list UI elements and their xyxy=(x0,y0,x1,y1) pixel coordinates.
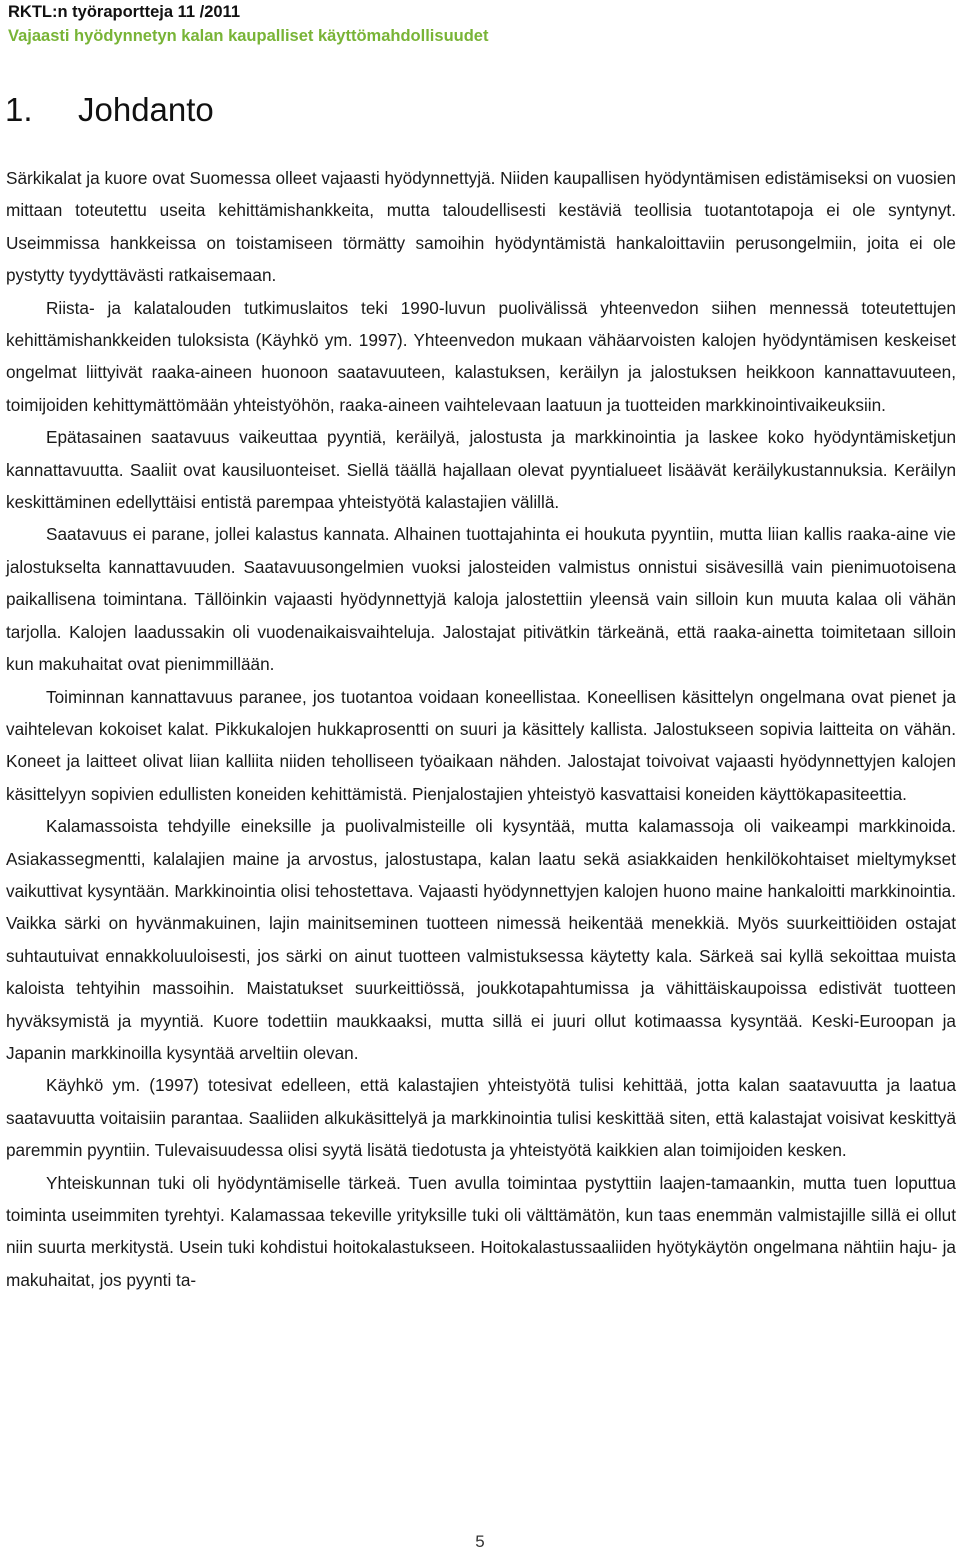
page-number: 5 xyxy=(475,1532,485,1551)
paragraph: Kalamassoista tehdyille eineksille ja puolivalmisteille oli kysyntää, mutta kalamassoja oli vaikeampi markkinoida. Asiakassegmentti, kalalajien maine ja arvostus, jalostustapa, kalan laatu sekä asiakkaiden henkilökohtaiset mieltymykset vaikuttivat kysyntään. Markkinointia olisi tehostettava. Vajaasti hyödynnettyjen kalojen huono maine hankaloitti markkinointia. Vaikka särki on hyvänmakuinen, lajin mainitseminen tuotteen nimessä heikentää menekkiä. Myös suurkeittiöiden ostajat suhtautuivat ennakkoluuloisesti, jos särki on ainut tuotteen valmistuksessa käytetty kala. Särkeä sai kyllä sekoittaa muista kaloista tehtyihin massoihin. Maistatukset suurkeittiössä, joukkotapahtumissa ja vähittäiskaupoissa edistivät tuotteen hyväksymistä ja myyntiä. Kuore todettiin maukkaaksi, mutta sillä ei juuri ollut kotimaassa kysyntää. Keski-Euroopan ja Japanin markkinoilla kysyntää arveltiin olevan. xyxy=(6,816,956,1063)
paragraph: Riista- ja kalatalouden tutkimuslaitos teki 1990-luvun puolivälissä yhteenvedon siihen mennessä toteutettujen kehittämishankkeiden tuloksista (Käyhkö ym. 1997). Yhteenvedon mukaan vähäarvoisten kalojen hyödyntämisen keskeiset ongelmat liittyivät raaka-aineen huonoon saatavuuteen, kalastuksen, keräilyn ja jalostuksen heikkoon kannattavuuteen, toimijoiden kehittymättömään yhteistyöhön, raaka-aineen vaihtelevaan laatuun ja tuotteiden markkinointivaikeuksiin. xyxy=(6,297,956,415)
section-heading xyxy=(5,88,214,132)
report-series: RKTL:n työraportteja 11 /2011 xyxy=(8,3,240,21)
paragraph: Toiminnan kannattavuus paranee, jos tuotantoa voidaan koneellistaa. Koneellisen käsittelyn ongelmana ovat pienet ja vaihtelevan kokoiset kalat. Pikkukalojen hukkaprosentti on suuri ja käsittely kallista. Jalostukseen sopivia laitteita on vähän. Koneet ja laitteet olivat liian kalliita niiden teholliseen työaikaan nähden. Jalostajat toivoivat vajaasti hyödynnettyjen kalojen käsittelyyn sopivien edullisten koneiden kehittämistä. Pienjalostajien yhteistyö kasvattaisi koneiden käyttökapasiteettia. xyxy=(6,686,956,804)
paragraph: Saatavuus ei parane, jollei kalastus kannata. Alhainen tuottajahinta ei houkuta pyyntiin, mutta liian kallis raaka-aine vie jalostukselta kannattavuuden. Saatavuusongelmien vuoksi jalosteiden valmistus onnistui sisävesillä vain pienimuotoisena paikallisena toimintana. Tällöinkin vajaasti hyödynnettyjä kaloja jalostettiin yleensä vain silloin kun muuta kalaa oli vähän tarjolla. Kalojen laadussakin oli vuodenaikaisvaihteluja. Jalostajat pitivätkin tärkeänä, että raaka-ainetta toimitetaan silloin kun makuhaitat ovat pienimmillään. xyxy=(6,524,956,675)
body-text xyxy=(6,162,956,1296)
paragraph: Käyhkö ym. (1997) totesivat edelleen, että kalastajien yhteistyötä tulisi kehittää, jotta kalan saatavuutta ja laatua saatavuutta voitaisiin parantaa. Saaliiden alkukäsittelyä ja markkinointia tulisi keskittää siten, että kalastajat voisivat keskittyä paremmin pyyntiin. Tulevaisuudessa olisi syytä lisätä tiedotusta ja yhteistyötä kaikkien alan toimijoiden kesken. xyxy=(6,1075,956,1161)
paragraph: Epätasainen saatavuus vaikeuttaa pyyntiä, keräilyä, jalostusta ja markkinointia ja laskee koko hyödyntämisketjun kannattavuutta. Saaliit ovat kausiluonteiset. Siellä täällä hajallaan olevat pyyntialueet lisäävät keräilykustannuksia. Keräilyn keskittäminen edellyttäisi entistä parempaa yhteistyötä kalastajien välillä. xyxy=(6,427,956,513)
running-header xyxy=(8,0,948,48)
section-title: Johdanto xyxy=(78,91,214,128)
paragraph: Särkikalat ja kuore ovat Suomessa olleet vajaasti hyödynnettyjä. Niiden kaupallisen hyödyntämisen edistämiseksi on vuosien mittaan toteutettu useita kehittämishankkeita, mutta taloudellisesti kestäviä teollisia tuotantotapoja ei ole syntynyt. Useimmissa hankkeissa on toistamiseen törmätty samoihin hyödyntämistä hankaloittaviin perusongelmiin, joita ei ole pystytty tyydyttävästi ratkaisemaan. xyxy=(6,168,956,286)
section-number: 1. xyxy=(5,91,33,128)
report-title: Vajaasti hyödynnetyn kalan kaupalliset käyttömahdollisuudet xyxy=(8,27,489,45)
paragraph: Yhteiskunnan tuki oli hyödyntämiselle tärkeä. Tuen avulla toimintaa pystyttiin laajen-tamaankin, mutta tuen loputtua toiminta useimmiten tyrehtyi. Kalamassaa tekeville yrityksille tuki oli välttämätön, kun taas enemmän valmistajille sillä ei ollut niin suurta merkitystä. Usein tuki kohdistui hoitokalastukseen. Hoitokalastussaaliiden hyötykäytön ongelmana nähtiin haju- ja makuhaitat, jos pyynti ta- xyxy=(6,1172,956,1290)
